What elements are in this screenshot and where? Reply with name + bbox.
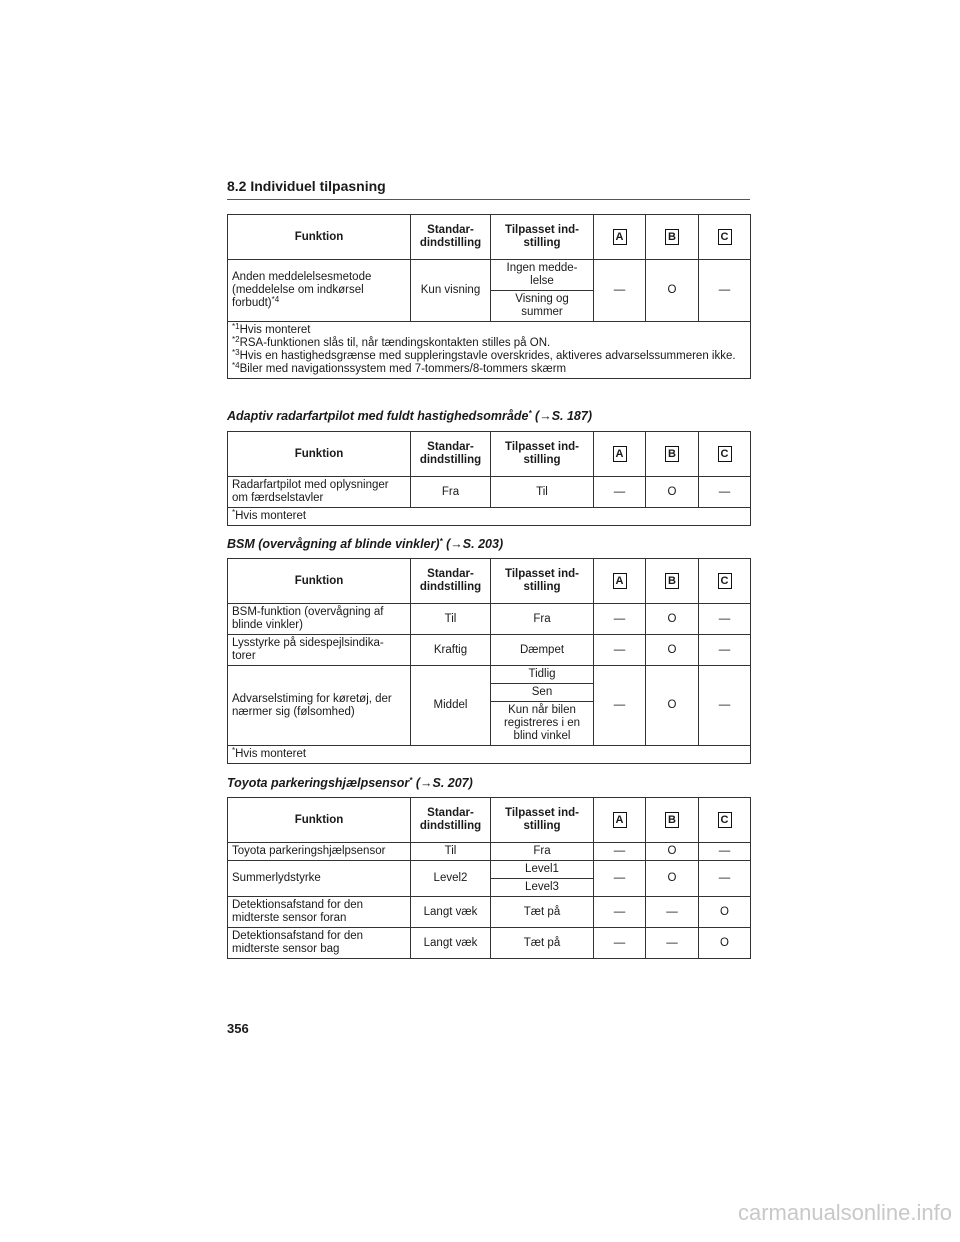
heading-adaptive-cruise: Adaptiv radarfartpilot med fuldt hastighedsområde* (→S. 187) (227, 409, 592, 423)
option-cell: Fra (491, 843, 594, 861)
option-cell: Tæt på (491, 928, 594, 959)
option-cell: Level1 (491, 861, 594, 879)
b-cell: O (646, 843, 699, 861)
function-cell: BSM-funktion (overvågning af blinde vinkler) (228, 604, 411, 635)
default-cell: Middel (411, 666, 491, 746)
b-cell: O (646, 260, 699, 322)
table-row (228, 477, 751, 508)
column-a-icon: A (613, 812, 627, 828)
footnotes: *Hvis monteret (228, 746, 751, 764)
header-funktion: Funktion (228, 559, 411, 604)
c-cell: — (699, 604, 751, 635)
section-title: 8.2 Individuel tilpasning (227, 178, 386, 194)
option-cell: Visning og summer (491, 291, 594, 322)
header-tilpasset: Tilpasset ind- stilling (491, 432, 594, 477)
header-funktion: Funktion (228, 432, 411, 477)
column-a-icon: A (613, 229, 627, 245)
a-cell: — (594, 666, 646, 746)
c-cell: — (699, 635, 751, 666)
option-cell: Fra (491, 604, 594, 635)
a-cell: — (594, 260, 646, 322)
column-c-icon: C (718, 573, 732, 589)
header-tilpasset: Tilpasset ind- stilling (491, 798, 594, 843)
page-number: 356 (227, 1021, 249, 1036)
b-cell: O (646, 604, 699, 635)
column-b-icon: B (665, 812, 679, 828)
table-parking-sensor (227, 797, 751, 959)
table-row (228, 928, 751, 959)
b-cell: — (646, 928, 699, 959)
a-cell: — (594, 861, 646, 897)
table-row (228, 843, 751, 861)
column-c-icon: C (718, 446, 732, 462)
table-row (228, 897, 751, 928)
default-cell: Til (411, 843, 491, 861)
column-c-icon: C (718, 812, 732, 828)
heading-bsm: BSM (overvågning af blinde vinkler)* (→S. 203) (227, 537, 504, 551)
header-standard: Standar- dindstilling (411, 798, 491, 843)
a-cell: — (594, 928, 646, 959)
b-cell: O (646, 477, 699, 508)
default-cell: Fra (411, 477, 491, 508)
section-divider (227, 199, 750, 200)
header-standard: Standar- dindstilling (411, 215, 491, 260)
default-cell: Langt væk (411, 897, 491, 928)
default-cell: Til (411, 604, 491, 635)
option-cell: Kun når bilen registreres i en blind vinkel (491, 702, 594, 746)
header-tilpasset: Tilpasset ind- stilling (491, 215, 594, 260)
page-reference-link[interactable]: (→S. 207) (412, 776, 473, 790)
c-cell: — (699, 260, 751, 322)
function-cell: Anden meddelelsesmetode (meddelelse om indkørsel forbudt)$^{*4}$ (228, 260, 411, 322)
a-cell: — (594, 897, 646, 928)
option-cell: Til (491, 477, 594, 508)
function-cell: Advarselstiming for køretøj, der nærmer sig (følsomhed) (228, 666, 411, 746)
table-bsm (227, 558, 751, 764)
column-a-icon: A (613, 573, 627, 589)
b-cell: O (646, 635, 699, 666)
option-cell: Sen (491, 684, 594, 702)
a-cell: — (594, 477, 646, 508)
a-cell: — (594, 843, 646, 861)
header-standard: Standar- dindstilling (411, 559, 491, 604)
column-b-icon: B (665, 446, 679, 462)
b-cell: O (646, 666, 699, 746)
function-cell: Summerlydstyrke (228, 861, 411, 897)
footnotes: *Hvis monteret (228, 508, 751, 526)
c-cell: — (699, 477, 751, 508)
column-b-icon: B (665, 229, 679, 245)
b-cell: O (646, 861, 699, 897)
option-cell: Ingen medde- lelse (491, 260, 594, 291)
function-cell: Detektionsafstand for den midterste sensor bag (228, 928, 411, 959)
default-cell: Kun visning (411, 260, 491, 322)
page-reference-link[interactable]: (→S. 203) (442, 537, 504, 551)
b-cell: — (646, 897, 699, 928)
a-cell: — (594, 635, 646, 666)
heading-parking-sensor: Toyota parkeringshjælpsensor* (→S. 207) (227, 776, 473, 790)
default-cell: Langt væk (411, 928, 491, 959)
column-c-icon: C (718, 229, 732, 245)
watermark: carmanualsonline.info (737, 1200, 952, 1225)
table-notification-method (227, 214, 751, 379)
option-cell: Level3 (491, 879, 594, 897)
function-cell: Lysstyrke på sidespejlsindika- torer (228, 635, 411, 666)
option-cell: Tidlig (491, 666, 594, 684)
default-cell: Level2 (411, 861, 491, 897)
table-adaptive-cruise (227, 431, 751, 526)
header-tilpasset: Tilpasset ind- stilling (491, 559, 594, 604)
header-funktion: Funktion (228, 798, 411, 843)
header-standard: Standar- dindstilling (411, 432, 491, 477)
table-row (228, 260, 751, 291)
page-reference-link[interactable]: (→S. 187) (531, 409, 592, 423)
c-cell: O (699, 928, 751, 959)
a-cell: — (594, 604, 646, 635)
table-row (228, 635, 751, 666)
option-cell: Tæt på (491, 897, 594, 928)
header-funktion: Funktion (228, 215, 411, 260)
c-cell: — (699, 666, 751, 746)
footnotes: $^{*1}$Hvis monteret $^{*2}$RSA-funktionen slås til, når tændingskontakten stilles på ON. $^{*3}$Hvis en hastighedsgrænse med suppleringstavle overskrides, aktiveres advarselssummeren ikke. $^{*4}$Biler med navigationssystem med 7-tommers/8-tommers skærm (228, 322, 751, 379)
option-cell: Dæmpet (491, 635, 594, 666)
c-cell: — (699, 861, 751, 897)
column-b-icon: B (665, 573, 679, 589)
column-a-icon: A (613, 446, 627, 462)
default-cell: Kraftig (411, 635, 491, 666)
c-cell: O (699, 897, 751, 928)
table-row (228, 861, 751, 879)
c-cell: — (699, 843, 751, 861)
function-cell: Radarfartpilot med oplysninger om færdselstavler (228, 477, 411, 508)
function-cell: Detektionsafstand for den midterste sensor foran (228, 897, 411, 928)
table-row (228, 666, 751, 684)
table-row (228, 604, 751, 635)
function-cell: Toyota parkeringshjælpsensor (228, 843, 411, 861)
